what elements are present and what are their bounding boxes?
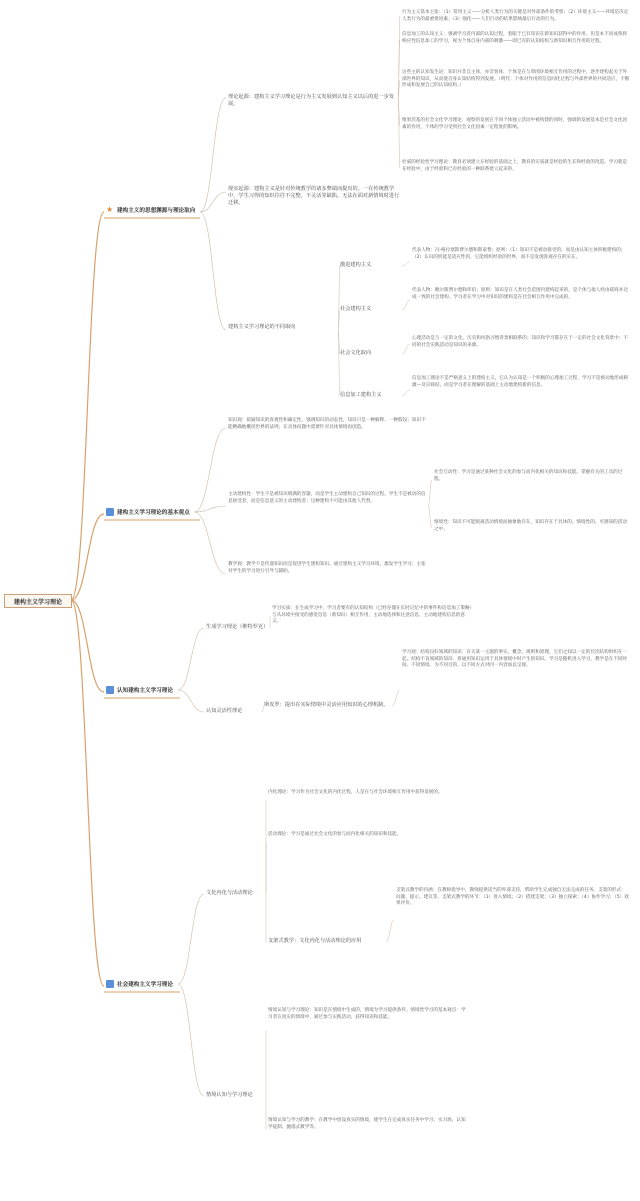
leaf-vygotsky: 维果茨基的社会文化学习理论：观察的发展在不同个体独立活动中被构建的同时，强调的发展基本是社会文化因素的作用，个体的学习受到社会文化因素一定程度的影响。 xyxy=(402,118,628,130)
leaf-dewey: 杜威的经验性学习理论：教育必须建立在经验的基础之上，教育的实质就是经验的生长和经验的改造。学习就是在经验中，由于经验和已有经验的一种联系建立起来的。 xyxy=(402,160,628,172)
leaf-situated-1: 情境认知与学习理论：知识是在情境中生成的，情境为学习提供条件。情境性学习的基本观点：学习者在真实的情境中，通过参与实践活动，获得知识和技能。 xyxy=(268,1008,466,1020)
node-generative: 生成学习理论（维特罗克） xyxy=(206,624,269,630)
square-icon xyxy=(106,980,114,988)
connector-line xyxy=(386,920,394,942)
connector-line xyxy=(178,984,204,1096)
node-orientations: 建构主义学习理论的不同取向 xyxy=(228,324,296,330)
branch-social xyxy=(106,980,173,988)
connector-line xyxy=(428,480,432,506)
leaf-info-constructivism: 信息加工理论不是严格意义上的建构主义，它认为认知是一个积极的心理加工过程，学习不是被动地形成刺激—反应联结，而是学习者在理解的基础上主动地建构新的信息。 xyxy=(412,376,628,388)
branch-title: 建构主义学习理论的基本观点 xyxy=(117,510,190,516)
star-icon: ★ xyxy=(106,205,114,214)
connector-line xyxy=(200,212,226,330)
connector-line xyxy=(392,690,400,706)
leaf-piaget: 这些主的认知发生论：知识并非自主体，亦非客体，个体是在与周围环境相互作用的过程中，逐步建构起关于外部世界的知识，从而使自身认知结构得到发展。（明代：个体对作用的信息同化过程与外部世界的共同适应，不断形成和发展自己的认知结构。） xyxy=(402,70,630,89)
node-situated-learning: 情境认知与学习理论 xyxy=(206,1092,253,1098)
connector-line xyxy=(71,212,104,600)
connector-line xyxy=(402,344,410,354)
leaf-radical: 代表人物：冯·格拉塞斯费尔德和斯泰费；原则：（1）知识不是被动接受的，而是由认知主体积极建构的；（2）认识的机能是适应性的，它能组织经验的世界，而不是发现客观存在的实在。 xyxy=(412,248,626,260)
leaf-situated: 情境性：知识不可能脱离活动情境而抽象地存在，知识存在于具体的、情境性的、可感知的活动之中。 xyxy=(434,520,627,532)
connector-line xyxy=(194,428,226,512)
node-scaffolding: 支架式教学：文化内化与活动理论的应用 xyxy=(268,938,362,944)
square-icon xyxy=(106,508,114,516)
connector-line xyxy=(402,300,410,310)
leaf-knowledge-view: 知识观：质疑知识的客观性和确定性，强调知识的动态性，知识只是一种解释、一种假设；知识不能精确地概括世界的法则；在具体问题中需要针对具体情境再创造。 xyxy=(228,418,426,430)
leaf-student-view: 主动建构性：学生不是被知识填满的容器，而是学生主动建构自己知识的过程。学生不是被动的信息接受者，而是信息意义的主动建构者；这种建构不可能由其他人代替。 xyxy=(228,492,426,504)
connector-line xyxy=(178,628,204,690)
leaf-activity: 活动理论：学习是通过社会文化的参与而内化相关的知识和技能。 xyxy=(268,832,402,837)
connector-line xyxy=(402,262,410,266)
root-label: 建构主义学习理论 xyxy=(13,598,62,606)
leaf-info-processing: 信息加工的认知主义：强调学习者内部的认知过程，着眼于已有知识在新知识获得中的作用。但是本不同成熟将响应性信息加工的学习，视为个体自身内部的刺激——即已有的认知结构与新知识相互作用的过程。 xyxy=(402,32,628,44)
node-reality-origin: 现实起源：建构主义是针对传统教学的诸多弊端而提出的。一在传统教学中，学生习得的知识往往不完整，不灵活等缺陷。无法在面对新情境时进行迁移。 xyxy=(228,186,400,207)
branch-cognitive xyxy=(106,686,173,694)
node-social: 社会建构主义 xyxy=(340,306,372,312)
branch-title: 社会建构主义学习理论 xyxy=(117,982,173,988)
connector-line xyxy=(178,894,204,984)
leaf-social-interaction: 社会互动性：学习是通过某种社会文化的参与而内化相关的知识和技能。掌握有关的工具的过程。 xyxy=(434,470,623,482)
connector-line xyxy=(200,98,226,212)
leaf-spiro: 学习观：结构良好领域的知识：有关某一主题的事实、概念、规则和原理，它们之间以一定的层次结构组织在一起。结构不良领域的知识：将通用知识运用于具体情境中时产生的知识。学习是随机进入学习，教学是在不同时间、不同情境、为不同目的、以不同方式对同一内容加以呈现。 xyxy=(402,650,628,669)
node-info-constructivism: 信息加工建构主义 xyxy=(340,392,382,398)
branch-origins xyxy=(106,206,195,214)
branch-title: 建构主义的思想渊源与理论取向 xyxy=(117,208,196,214)
node-internalization: 文化内化与活动理论 xyxy=(206,890,253,896)
connector-line xyxy=(428,506,432,528)
leaf-generative: 学习实质：在生成学习中，学习者要有的认知结构（已经存储在长时记忆中的事件和信息加工策略）与从环境中接受的感觉信息（新知识）相互作用，主动地选择和注意信息，主动地建构信息的意义。 xyxy=(272,606,472,625)
node-radical: 激进建构主义 xyxy=(340,262,372,268)
leaf-teaching-view: 教学观：教学不是传递知识而是促进学生建构知识。通过建构主义学习环境，激发学生学习；主张对学生的学习进行引导与辅助。 xyxy=(228,562,426,574)
leaf-internalization: 内化理论：学习作为社会文化的内化过程，人是在与社会环境相互作用中获得发展的。 xyxy=(268,790,443,795)
connector-line xyxy=(194,512,226,574)
square-icon xyxy=(106,686,114,694)
node-flexibility: 认知灵活性理论 xyxy=(206,708,243,714)
connector-line xyxy=(71,600,104,986)
node-theory-origin: 理论起源：建构主义学习理论是行为主义发展到认知主义以后的进一步发展。 xyxy=(228,94,395,108)
leaf-scaffolding: 支架式教学的内涵：在教师指导中，教师提供适当的外部支持，帮助学生完成独自无法完成的任务。支架的形式：问题、提示、建议等。支架式教学的环节：（1）进入情境；（2）搭建支架；（3）独立探索；（4）协作学习；（5）效果评价。 xyxy=(396,888,629,907)
root-node xyxy=(4,594,72,608)
branch-title: 认知建构主义学习理论 xyxy=(117,688,173,694)
branch-basic-views xyxy=(106,508,190,516)
leaf-social: 代表人物：鲍尔斯费尔德和库伯；原则：知识是在人类社会范围内建构起来的，是个体与他人经由磋商并达成一致的社会建构。学习者在学习中对知识的建构是在社会相互作用中完成的。 xyxy=(412,288,628,300)
leaf-sociocultural: 心理活动是与一定的文化、历史和风俗习惯背景相联系的；知识和学习都存在于一定的社会文化背景中；不同的社会实践活动是知识的来源。 xyxy=(412,336,628,348)
leaf-situated-2: 情境认知与学习的教学：在教学中创设真实的情境，使学生在完成真实任务中学习；实习场、认知学徒制、抛锚式教学等。 xyxy=(268,1118,466,1130)
connector-line xyxy=(200,192,226,212)
connector-line xyxy=(178,690,204,712)
node-sociocultural: 社会文化取向 xyxy=(340,350,372,356)
node-spiro: 斯皮罗：提出在实际情境中灵活应用知识的心理机制。 xyxy=(264,702,389,708)
leaf-behaviorism: 行为主义基本主张：（1）常用主义——分析人类行为的关键是对外部条件的考察；（2）环境主义——环境是决定人类行为的最重要因素；（3）强化——人们行动的结果影响最后行动的行为。 xyxy=(402,10,629,22)
